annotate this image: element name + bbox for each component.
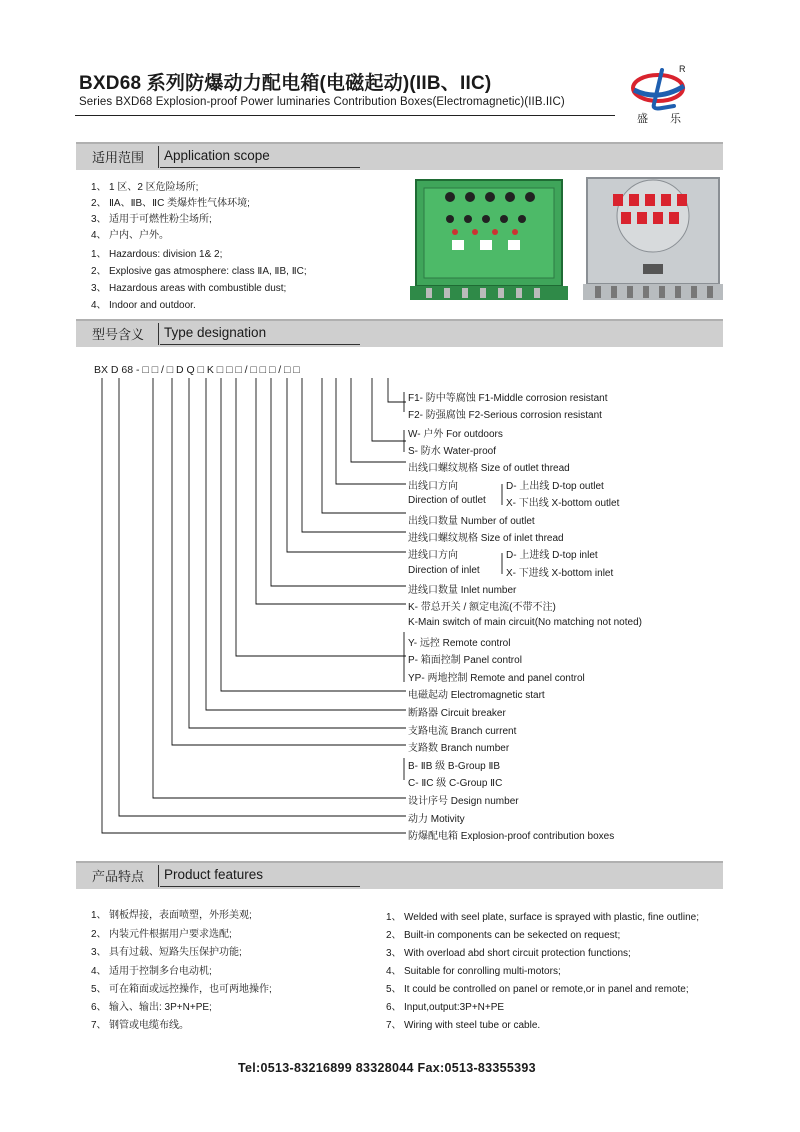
list-item: 1、 Welded with seel plate, surface is sprayed with plastic, fine outline; <box>386 912 699 923</box>
contact-line: Tel:0513-83216899 83328044 Fax:0513-83355393 <box>238 1061 536 1075</box>
label-bc: 支路电流 Branch current <box>408 726 517 737</box>
section-title-en: Application scope <box>164 148 270 163</box>
registered-mark: R <box>679 64 686 74</box>
page-subtitle: Series BXD68 Explosion-proof Power luminaries Contribution Boxes(Electromagnetic)(IIB.IIC) <box>79 96 565 108</box>
label-f1: F1- 防中等腐蚀 F1-Middle corrosion resistant <box>408 393 608 404</box>
list-item: 5、 It could be controlled on panel or remote,or in panel and remote; <box>386 984 689 995</box>
section-title-cn: 适用范围 <box>92 150 145 165</box>
label-inlet-x: X- 下进线 X-bottom inlet <box>506 568 614 579</box>
label-outlet-d: D- 上出线 D-top outlet <box>506 481 604 492</box>
label-group-b: B- ⅡB 级 B-Group ⅡB <box>408 761 501 772</box>
section-title-en: Type designation <box>164 325 267 340</box>
list-item: 4、 Indoor and outdoor. <box>91 300 196 311</box>
section-title-cn: 产品特点 <box>92 869 145 884</box>
label-k-en: K-Main switch of main circuit(No matching not noted) <box>408 617 642 628</box>
label-inlet-dir-en: Direction of inlet <box>408 565 480 576</box>
list-item: 4、 Suitable for conrolling multi-motors; <box>386 966 561 977</box>
list-item: 4、 户内、户外。 <box>91 230 169 241</box>
label-motivity: 动力 Motivity <box>408 814 465 825</box>
list-item: 2、 ⅡA、ⅡB、ⅡC 类爆炸性气体环境; <box>91 198 250 209</box>
list-item: 1、 1 区、2 区危险场所; <box>91 182 199 193</box>
logo-text-2: 乐 <box>670 113 681 125</box>
label-bn: 支路数 Branch number <box>408 743 510 754</box>
section-title-en: Product features <box>164 867 264 882</box>
label-p: P- 箱面控制 Panel control <box>408 655 522 666</box>
page-title: BXD68 系列防爆动力配电箱(电磁起动)(IIB、IIC) <box>79 73 492 94</box>
label-design-number: 设计序号 Design number <box>408 796 519 807</box>
list-item: 7、 钢管或电缆布线。 <box>91 1020 189 1031</box>
list-item: 6、 Input,output:3P+N+PE <box>386 1002 505 1013</box>
list-item: 2、 Explosive gas atmosphere: class ⅡA, ⅡB, ⅡC; <box>91 266 307 277</box>
list-item: 5、 可在箱面或远控操作，也可两地操作; <box>91 984 272 995</box>
label-explosion-proof: 防爆配电箱 Explosion-proof contribution boxes <box>408 831 615 842</box>
label-f2: F2- 防强腐蚀 F2-Serious corrosion resistant <box>408 410 602 421</box>
label-s: S- 防水 Water-proof <box>408 446 496 457</box>
label-em: 电磁起动 Electromagnetic start <box>408 690 545 701</box>
list-item: 2、 Built-in components can be sekected on request; <box>386 930 621 941</box>
list-item: 7、 Wiring with steel tube or cable. <box>386 1020 541 1031</box>
list-item: 3、 With overload abd short circuit protection functions; <box>386 948 631 959</box>
label-inlet-d: D- 上进线 D-top inlet <box>506 550 598 561</box>
list-item: 3、 适用于可燃性粉尘场所; <box>91 214 212 225</box>
label-cb: 断路器 Circuit breaker <box>408 708 506 719</box>
label-inlet-num: 进线口数量 Inlet number <box>408 585 517 596</box>
type-code: BX D 68 - □ □ / □ D Q □ K □ □ □ / □ □ □ / □ □ <box>94 364 300 376</box>
label-w: W- 户外 For outdoors <box>408 429 503 440</box>
label-inlet-dir-cn: 进线口方向 <box>408 550 458 561</box>
label-y: Y- 远控 Remote control <box>408 638 511 649</box>
label-k-cn: K- 带总开关 / 额定电流(不带不注) <box>408 602 556 613</box>
label-outlet-thread: 出线口螺纹规格 Size of outlet thread <box>408 463 570 474</box>
list-item: 2、 内装元件根据用户要求选配; <box>91 929 232 940</box>
list-item: 4、 适用于控制多台电动机; <box>91 966 212 977</box>
list-item: 1、 Hazardous: division 1& 2; <box>91 249 223 260</box>
label-outlet-num: 出线口数量 Number of outlet <box>408 516 535 527</box>
section-header-features <box>76 861 723 889</box>
label-yp: YP- 两地控制 Remote and panel control <box>408 673 585 684</box>
list-item: 6、 输入、输出: 3P+N+PE; <box>91 1002 212 1013</box>
list-item: 1、 钢板焊接，表面喷塑，外形美观; <box>91 910 252 921</box>
list-item: 3、 具有过载、短路失压保护功能; <box>91 947 242 958</box>
label-inlet-thread: 进线口螺纹规格 Size of inlet thread <box>408 533 564 544</box>
label-group-c: C- ⅡC 级 C-Group ⅡC <box>408 778 503 789</box>
logo-text-1: 盛 <box>637 113 648 125</box>
list-item: 3、 Hazardous areas with combustible dust; <box>91 283 287 294</box>
label-outlet-x: X- 下出线 X-bottom outlet <box>506 498 620 509</box>
label-outlet-dir-cn: 出线口方向 <box>408 481 458 492</box>
section-title-cn: 型号含义 <box>92 327 145 342</box>
label-outlet-dir-en: Direction of outlet <box>408 495 486 506</box>
